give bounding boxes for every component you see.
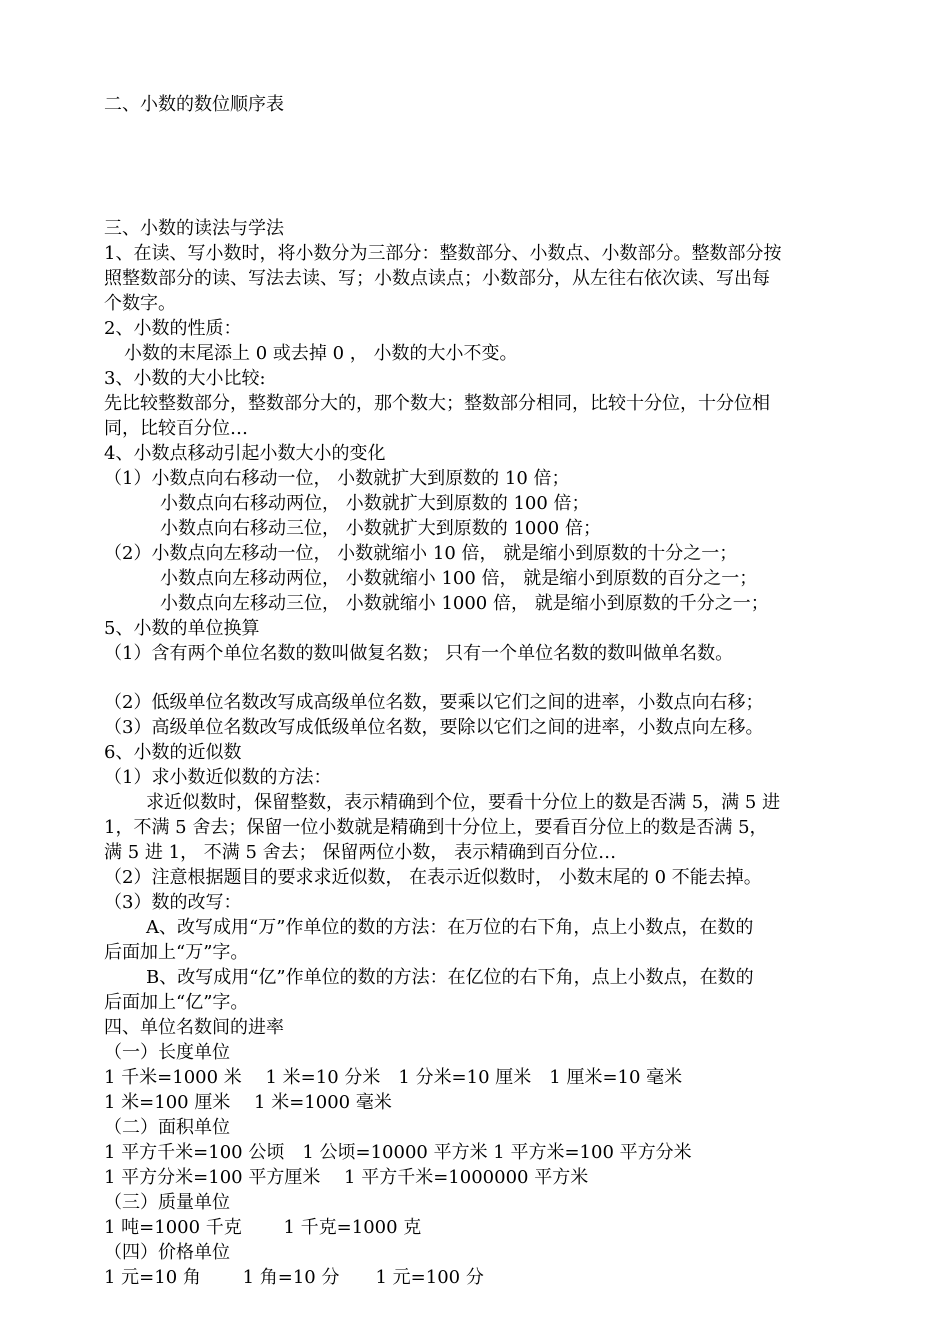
- text-line: 照整数部分的读、写法去读、写；小数点读点；小数部分，从左往右依次读、写出每: [104, 268, 770, 289]
- text-line: （1）小数点向右移动一位， 小数就扩大到原数的 10 倍；: [104, 468, 570, 489]
- text-line: （3）高级单位名数改写成低级单位名数，要除以它们之间的进率，小数点向左移。: [104, 717, 764, 738]
- section-heading-2: 二、小数的数位顺序表: [104, 94, 284, 115]
- text-line: 先比较整数部分，整数部分大的，那个数大；整数部分相同，比较十分位，十分位相: [104, 393, 770, 414]
- text-line: 5、小数的单位换算: [104, 618, 260, 639]
- text-line: 小数的末尾添上 0 或去掉 0 ， 小数的大小不变。: [124, 343, 518, 364]
- text-line: 后面加上“万”字。: [104, 942, 249, 963]
- text-line: 3、小数的大小比较:: [104, 368, 266, 389]
- text-line: （2）小数点向左移动一位， 小数就缩小 10 倍， 就是缩小到原数的十分之一；: [104, 543, 738, 564]
- text-line: 1 千米=1000 米 1 米=10 分米 1 分米=10 厘米 1 厘米=10 毫米: [104, 1067, 683, 1088]
- text-line: 小数点向右移动两位， 小数就扩大到原数的 100 倍；: [160, 493, 590, 514]
- text-line: 小数点向右移动三位， 小数就扩大到原数的 1000 倍；: [160, 518, 601, 539]
- section-heading-3: 三、小数的读法与学法: [104, 218, 284, 239]
- text-line: 4、小数点移动引起小数大小的变化: [104, 443, 386, 464]
- text-line: 1 平方分米=100 平方厘米 1 平方千米=1000000 平方米: [104, 1167, 589, 1188]
- text-line: （2）低级单位名数改写成高级单位名数，要乘以它们之间的进率，小数点向右移；: [104, 692, 764, 713]
- text-line: （2）注意根据题目的要求求近似数， 在表示近似数时， 小数末尾的 0 不能去掉。: [104, 867, 762, 888]
- text-line: （三）质量单位: [104, 1192, 230, 1213]
- text-line: （一）长度单位: [104, 1042, 230, 1063]
- text-line: 1 米=100 厘米 1 米=1000 毫米: [104, 1092, 392, 1113]
- text-line: （3）数的改写：: [104, 892, 242, 913]
- text-line: 求近似数时，保留整数，表示精确到个位，要看十分位上的数是否满 5，满 5 进: [146, 792, 781, 813]
- text-line: 小数点向左移动两位， 小数就缩小 100 倍， 就是缩小到原数的百分之一；: [160, 568, 758, 589]
- text-line: 2、小数的性质：: [104, 318, 242, 339]
- text-line: 1，不满 5 舍去；保留一位小数就是精确到十分位上，要看百分位上的数是否满 5，: [104, 817, 768, 838]
- text-line: （1）求小数近似数的方法：: [104, 767, 332, 788]
- text-line: 1 吨=1000 千克 1 千克=1000 克: [104, 1217, 422, 1238]
- text-line: 1、在读、写小数时，将小数分为三部分：整数部分、小数点、小数部分。整数部分按: [104, 243, 782, 264]
- text-line: A、改写成用“万”作单位的数的方法：在万位的右下角，点上小数点，在数的: [146, 917, 754, 938]
- text-line: 1 平方千米=100 公顷 1 公顷=10000 平方米 1 平方米=100 平方分米: [104, 1142, 692, 1163]
- text-line: 满 5 进 1， 不满 5 舍去； 保留两位小数， 表示精确到百分位…: [104, 842, 617, 863]
- text-line: 同，比较百分位…: [104, 418, 248, 439]
- text-line: 个数字。: [104, 293, 176, 314]
- text-line: （二）面积单位: [104, 1117, 230, 1138]
- text-line: （1）含有两个单位名数的数叫做复名数； 只有一个单位名数的数叫做单名数。: [104, 643, 734, 664]
- section-heading-4: 四、单位名数间的进率: [104, 1017, 284, 1038]
- text-line: 小数点向左移动三位， 小数就缩小 1000 倍， 就是缩小到原数的千分之一；: [160, 593, 769, 614]
- text-line: 后面加上“亿”字。: [104, 992, 249, 1013]
- text-line: （四）价格单位: [104, 1242, 230, 1263]
- text-line: B、改写成用“亿”作单位的数的方法：在亿位的右下角，点上小数点，在数的: [146, 967, 754, 988]
- text-line: 1 元=10 角 1 角=10 分 1 元=100 分: [104, 1267, 484, 1288]
- text-line: 6、小数的近似数: [104, 742, 242, 763]
